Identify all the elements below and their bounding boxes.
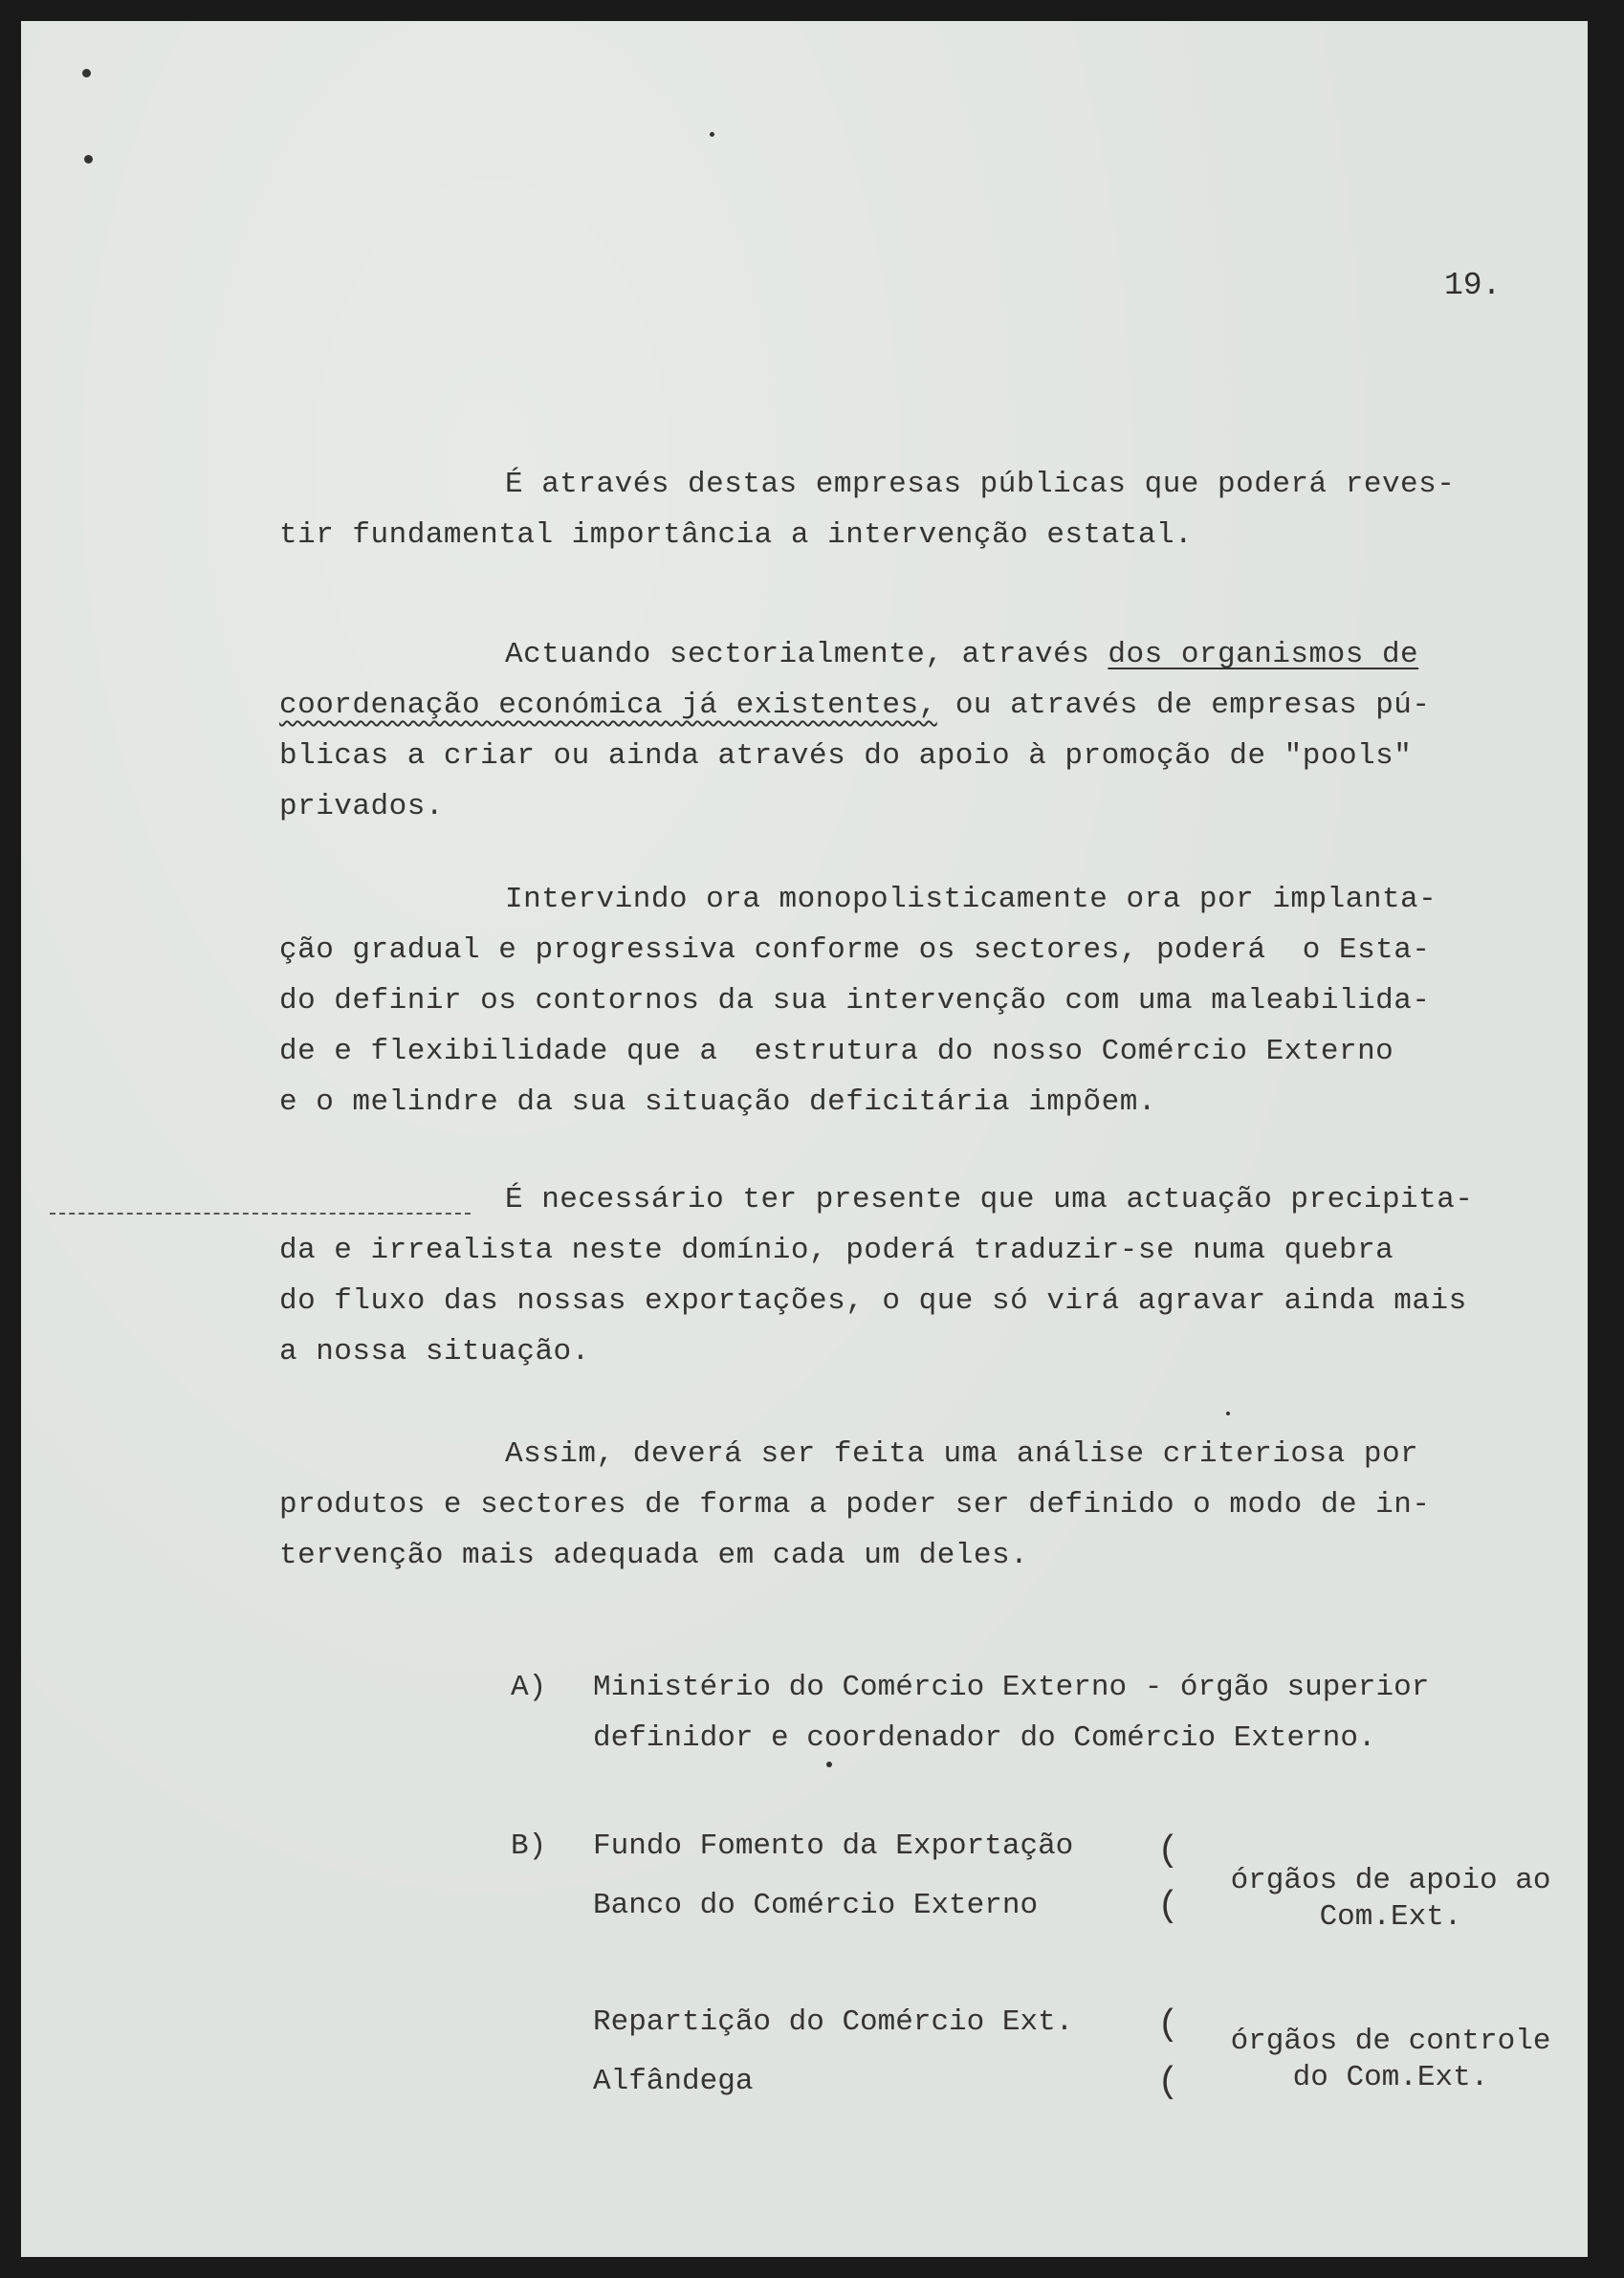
list-marker: A) — [511, 1671, 547, 1704]
bracket-mark: ( — [1157, 2004, 1179, 2046]
paragraph-5 — [279, 1429, 1599, 1581]
list-item-line: Alfândega — [593, 2065, 754, 2098]
text-run: Actuando sectorialmente, através — [505, 638, 1108, 671]
group-label-line: Com.Ext. — [1319, 1900, 1462, 1934]
list-item-line: Fundo Fomento da Exportação — [593, 1829, 1074, 1863]
paragraph-line: da e irrealista neste domínio, poderá traduzir-se numa quebra — [279, 1234, 1394, 1267]
paragraph-line: Intervindo ora monopolisticamente ora por implanta- — [505, 883, 1437, 916]
group-label-line: órgãos de apoio ao — [1230, 1864, 1551, 1897]
paragraph-line — [279, 680, 1599, 731]
list-marker: B) — [511, 1829, 547, 1863]
group-label-control — [1199, 2024, 1582, 2096]
bracket-mark: ( — [1157, 2062, 1179, 2103]
list-item-line: Banco do Comércio Externo — [593, 1889, 1039, 1922]
underlined-text: coordenação económica já existentes, — [279, 689, 937, 722]
paragraph-line: ção gradual e progressiva conforme os sectores, poderá o Esta- — [279, 933, 1431, 967]
paragraph-4 — [279, 1174, 1599, 1377]
paragraph-line: tervenção mais adequada em cada um deles. — [279, 1539, 1029, 1572]
margin-dash-mark — [50, 1213, 471, 1215]
speck-mark — [826, 1762, 832, 1767]
paragraph-line: produtos e sectores de forma a poder ser definido o modo de in- — [279, 1488, 1431, 1522]
page-number: 19. — [1444, 268, 1502, 303]
paragraph-line: e o melindre da sua situação deficitária impõem. — [279, 1085, 1156, 1119]
paragraph-line: a nossa situação. — [279, 1335, 590, 1369]
bracket-mark: ( — [1157, 1830, 1179, 1872]
paragraph-2 — [279, 629, 1599, 832]
paragraph-line: do fluxo das nossas exportações, o que só virá agravar ainda mais — [279, 1284, 1467, 1318]
paragraph-line: tir fundamental importância a intervenção estatal. — [279, 518, 1194, 552]
paragraph-line — [279, 629, 1599, 680]
paragraph-3 — [279, 874, 1599, 1128]
speck-mark — [1226, 1412, 1230, 1415]
group-label-line: órgãos de controle — [1230, 2025, 1551, 2058]
text-run: ou através de empresas pú- — [936, 689, 1431, 722]
group-label-line: do Com.Ext. — [1292, 2061, 1489, 2094]
paragraph-1 — [279, 459, 1599, 560]
paragraph-line: privados. — [279, 790, 444, 823]
document-page — [21, 21, 1588, 2257]
paragraph-line: Assim, deverá ser feita uma análise criteriosa por — [505, 1437, 1419, 1471]
paragraph-line: do definir os contornos da sua intervenção com uma maleabilida- — [279, 984, 1431, 1018]
paragraph-line: É necessário ter presente que uma actuação precipita- — [505, 1183, 1474, 1216]
speck-mark — [82, 69, 91, 77]
list-item-line: Ministério do Comércio Externo - órgão superior — [593, 1671, 1430, 1704]
underlined-text: dos organismos de — [1108, 638, 1419, 671]
bracket-mark: ( — [1157, 1886, 1179, 1927]
paragraph-line: de e flexibilidade que a estrutura do nosso Comércio Externo — [279, 1035, 1394, 1068]
group-label-support — [1199, 1863, 1582, 1936]
speck-mark — [710, 132, 714, 137]
paragraph-line: É através destas empresas públicas que poderá reves- — [505, 468, 1456, 501]
list-item-line: definidor e coordenador do Comércio Externo. — [593, 1721, 1376, 1755]
list-item-line: Repartição do Comércio Ext. — [593, 2005, 1074, 2039]
paragraph-line: blicas a criar ou ainda através do apoio à promoção de "pools" — [279, 739, 1413, 773]
speck-mark — [84, 155, 93, 164]
